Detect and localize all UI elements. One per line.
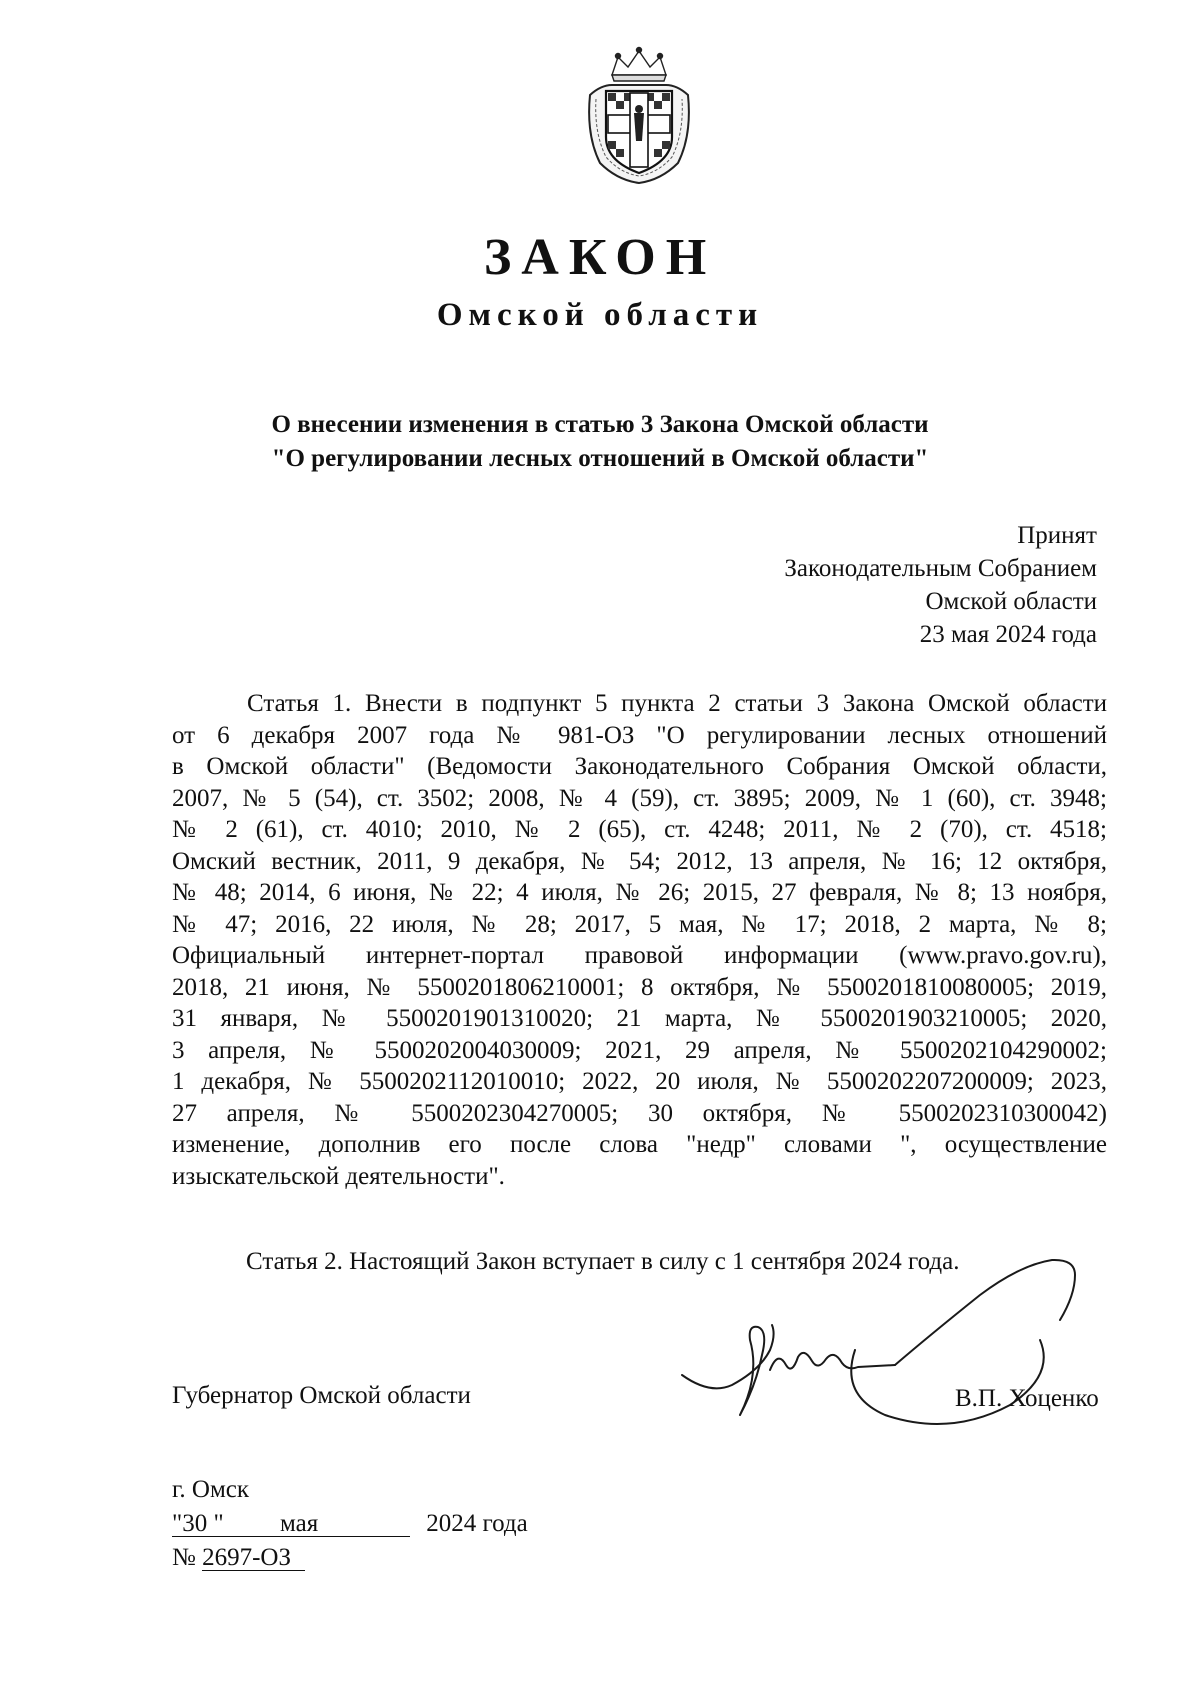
governor-title: Губернатор Омской области [172, 1382, 471, 1409]
adoption-date: 23 мая 2024 года [919, 621, 1097, 648]
law-heading-line: О внесении изменения в статью 3 Закона Омской области [271, 411, 929, 438]
document-title: ЗАКОН [483, 229, 717, 286]
article-1-line: 27 апреля, № 5500202304270005; 30 октября, № 5500202310300042) [172, 1099, 1107, 1127]
article-1-line: № 47; 2016, 22 июля, № 28; 2017, 5 мая, № 17; 2018, 2 марта, № 8; [172, 910, 1107, 938]
article-1-line: 31 января, № 5500201901310020; 21 марта, № 5500201903210005; 2020, [172, 1005, 1107, 1032]
coat-of-arms-emblem [582, 45, 696, 185]
article-1-line: Статья 1. Внести в подпункт 5 пункта 2 статьи 3 Закона Омской области [247, 690, 1107, 717]
article-2: Статья 2. Настоящий Закон вступает в силу с 1 сентября 2024 года. [246, 1248, 960, 1275]
law-heading-line: "О регулировании лесных отношений в Омской области" [271, 445, 929, 472]
adoption-line: Омской области [925, 588, 1097, 615]
article-1-line: Омский вестник, 2011, 9 декабря, № 54; 2012, 13 апреля, № 16; 12 октября, [172, 847, 1107, 875]
adoption-line: Законодательным Собранием [784, 555, 1097, 582]
law-heading [0, 408, 1200, 476]
article-1-line: изыскательской деятельности". [172, 1162, 505, 1190]
date-month: мая [244, 1512, 410, 1537]
governor-name: В.П. Хоценко [955, 1385, 1099, 1412]
date-year: 2024 года [426, 1510, 528, 1537]
place-of-signing: г. Омск [172, 1476, 250, 1503]
document-subtitle: Омской области [436, 297, 764, 333]
article-1-line: изменение, дополнив его после слова "недр" словами ", осуществление [172, 1131, 1107, 1158]
signing-date [172, 1508, 528, 1539]
article-1-line: 1 декабря, № 5500202112010010; 2022, 20 июля, № 5500202207200009; 2023, [172, 1068, 1107, 1095]
article-1-line: 2007, № 5 (54), ст. 3502; 2008, № 4 (59), ст. 3895; 2009, № 1 (60), ст. 3948; [172, 784, 1107, 812]
law-number-value: 2697-ОЗ [202, 1546, 305, 1571]
date-day: "30 " [172, 1512, 244, 1537]
article-1-line: от 6 декабря 2007 года № 981-ОЗ "О регулировании лесных отношений [172, 721, 1107, 749]
article-1 [172, 688, 1107, 1192]
article-1-line: Официальный интернет-портал правовой информации (www.pravo.gov.ru), [172, 942, 1107, 969]
adoption-line: Принят [1017, 522, 1097, 549]
article-1-line: 2018, 21 июня, № 5500201806210001; 8 октября, № 5500201810080005; 2019, [172, 973, 1107, 1001]
article-1-line: № 48; 2014, 6 июня, № 22; 4 июля, № 26; 2015, 27 февраля, № 8; 13 ноября, [172, 879, 1107, 906]
article-1-line: 3 апреля, № 5500202004030009; 2021, 29 апреля, № 5500202104290002; [172, 1036, 1107, 1064]
law-number-prefix: № [172, 1544, 196, 1571]
article-1-line: в Омской области" (Ведомости Законодательного Собрания Омской области, [172, 753, 1107, 780]
article-1-line: № 2 (61), ст. 4010; 2010, № 2 (65), ст. 4248; 2011, № 2 (70), ст. 4518; [172, 816, 1107, 843]
law-number [172, 1542, 305, 1573]
adoption-block [784, 519, 1097, 651]
